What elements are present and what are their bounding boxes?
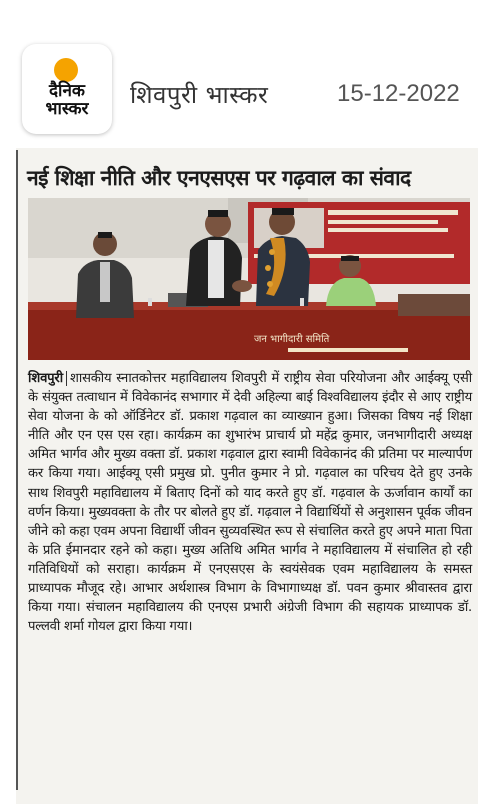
logo-line-2: भास्कर — [45, 99, 89, 119]
logo-line-1: दैनिक — [49, 81, 85, 101]
app-header — [0, 0, 492, 145]
dainik-bhaskar-logo[interactable] — [22, 44, 112, 134]
article-dateline: शिवपुरी — [28, 371, 67, 386]
sun-icon — [54, 58, 78, 82]
edition-date: 15-12-2022 — [337, 80, 460, 107]
article-headline: नई शिक्षा नीति और एनएसएस पर गढ़वाल का संवाद — [27, 166, 411, 190]
clipping-edge — [16, 150, 18, 790]
article-body-text: शासकीय स्नातकोत्तर महाविद्यालय शिवपुरी में राष्ट्रीय सेवा परियोजना और आईक्यू एसी के संयुक्त तत्वाधान में विवेकानंद सभागार में देवी अहिल्या बाई विश्वविद्यालय इंदौर से आए राष्ट्रीय सेवा योजना के को ऑर्डिनेटर डॉ. प्रकाश गढ़वाल का व्याख्यान हुआ। जिसका विषय नई शिक्षा नीति और एन एस एस रहा। कार्यक्रम का शुभारंभ प्राचार्य प्रो महेंद्र कुमार, जनभागीदारी अध्यक्ष अमित भार्गव और मुख्य वक्ता डॉ. प्रकाश गढ़वाल द्वारा स्वामी विवेकानंद की प्रतिमा पर माल्यार्पण कर किया गया। आईक्यू एसी प्रमुख प्रो. पुनीत कुमार ने प्रो. गढ़वाल का परिचय देते हुए उनके साथ शिवपुरी महाविद्यालय में बिताए दिनों को याद करते हुए डॉ. गढ़वाल के ऊर्जावान कार्यों का वर्णन किया। मुख्यवक्ता के तौर पर बोलते हुए डॉ. गढ़वाल ने विद्यार्थियों से अनुशासन पूर्वक जीवन जीने को कहा एवम अपना विद्यार्थी जीवन सुव्यवस्थित रूप से संचालित करते हुए अपने माता पिता के प्रति ईमानदार रहने को कहा। मुख्य अतिथि अमित भार्गव ने महाविद्यालय में संचालित हो रही गतिविधियों को सराहा। कार्यक्रम में एनएसएस के स्वयंसेवक एवम महाविद्यालय के समस्त प्राध्यापक मौजूद रहे। आभार अर्थशास्त्र विभाग के विभागाध्यक्ष डॉ. पवन कुमार श्रीवास्तव द्वारा किया गया। संचालन महाविद्यालय की एनएस प्रभारी अंग्रेजी विभाग की सहायक प्राध्यापक डॉ. पल्लवी शर्मा गोयल द्वारा किया गया। — [28, 371, 472, 635]
edition-title: शिवपुरी भास्कर — [130, 81, 269, 109]
article-body — [28, 369, 472, 636]
article-photo — [28, 198, 470, 360]
banner-text: जन भागीदारी समिति — [254, 334, 330, 345]
